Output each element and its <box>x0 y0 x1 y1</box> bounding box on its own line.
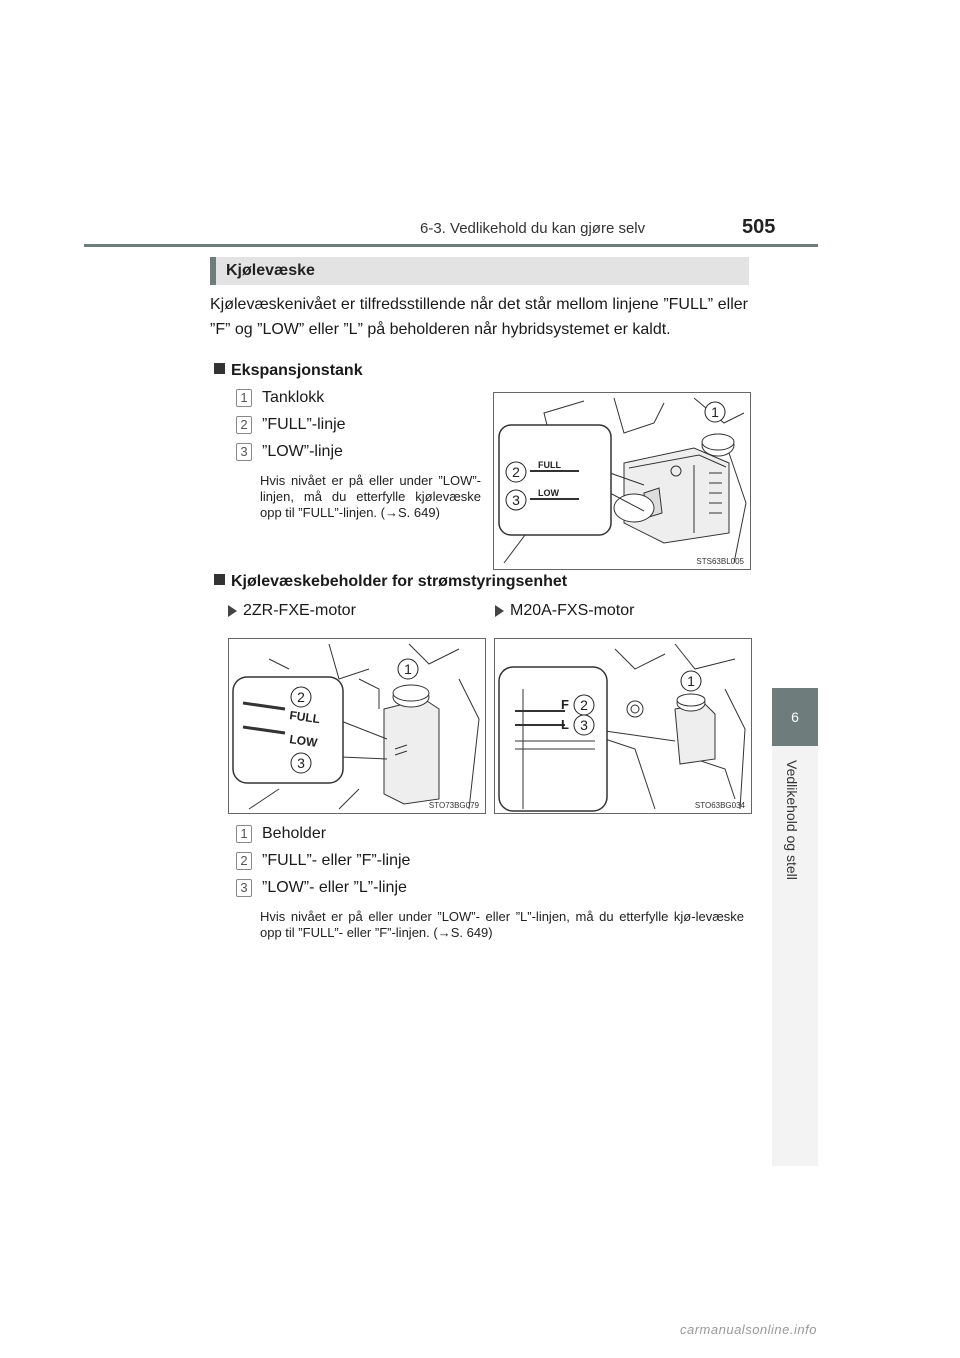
figure-code: STO63BG034 <box>694 801 745 810</box>
callout-number: 3 <box>236 443 252 461</box>
figure-code: STO73BG079 <box>428 801 479 810</box>
expansion-tank-figure <box>493 392 751 570</box>
reservoir-heading <box>214 573 567 591</box>
bullet-square-icon <box>214 574 225 585</box>
chapter-number: 6 <box>791 709 799 725</box>
list-item-label: ”FULL”- eller ”F”-linje <box>262 851 411 869</box>
page-number: 505 <box>742 216 776 238</box>
callout-number: 1 <box>236 825 252 843</box>
engine-a-label-text: 2ZR-FXE-motor <box>243 602 356 619</box>
header-title: 6-3. Vedlikehold du kan gjøre selv <box>420 220 646 237</box>
engine-b-label <box>495 602 634 620</box>
callout-number: 1 <box>236 389 252 407</box>
list-item <box>236 820 750 847</box>
reservoir-heading-text: Kjølevæskebeholder for strømstyringsenhet <box>231 573 568 590</box>
marker-1: 1 <box>687 673 695 689</box>
list-item <box>236 438 481 465</box>
section-title: Kjølevæske <box>226 262 315 279</box>
list-item <box>236 874 750 901</box>
full-mark-text: FULL <box>288 708 321 727</box>
chapter-tab <box>772 688 818 746</box>
list-item <box>236 384 481 411</box>
low-mark-text: LOW <box>538 488 559 498</box>
marker-2: 2 <box>580 697 588 713</box>
list-item-label: ”LOW”-linje <box>262 442 343 460</box>
section-header <box>210 257 749 285</box>
marker-3: 3 <box>297 755 305 771</box>
expansion-tank-list <box>236 384 481 521</box>
header-rule <box>84 244 818 247</box>
marker-2: 2 <box>297 689 305 705</box>
reservoir-note: Hvis nivået er på eller under ”LOW”- eller ”L”-linjen, må du etterfylle kjø-levæske opp til ”FULL”- eller ”F”-linjen. (→S. 649) <box>260 909 744 940</box>
chapter-label: Vedlikehold og stell <box>784 760 800 880</box>
marker-2: 2 <box>512 464 520 480</box>
intro-paragraph: Kjølevæskenivået er tilfredsstillende når det står mellom linjene ”FULL” eller ”F” og ”LOW” eller ”L” på beholderen når hybridsystemet er kaldt. <box>210 296 748 338</box>
list-item-label: Tanklokk <box>262 388 325 406</box>
callout-number: 2 <box>236 416 252 434</box>
engine-b-label-text: M20A-FXS-motor <box>510 602 635 619</box>
engine-a-label <box>228 602 356 620</box>
marker-3: 3 <box>580 717 588 733</box>
list-item <box>236 847 750 874</box>
expansion-tank-heading-text: Ekspansjonstank <box>231 362 363 379</box>
list-item <box>236 411 481 438</box>
engine-b-illustration <box>495 639 751 813</box>
expansion-tank-note: Hvis nivået er på eller under ”LOW”-linjen, må du etterfylle kjølevæske opp til ”FULL”-linjen. (→S. 649) <box>260 473 481 520</box>
expansion-tank-heading <box>214 362 363 380</box>
callout-number: 2 <box>236 852 252 870</box>
bullet-square-icon <box>214 363 225 374</box>
full-mark-text: FULL <box>538 460 561 470</box>
figure-code: STS63BL005 <box>696 557 744 566</box>
marker-1: 1 <box>404 661 412 677</box>
triangle-bullet-icon <box>228 605 237 617</box>
reservoir-list <box>236 820 750 941</box>
list-item-label: ”LOW”- eller ”L”-linje <box>262 878 407 896</box>
marker-3: 3 <box>512 492 520 508</box>
marker-1: 1 <box>711 404 719 420</box>
footer-logo: carmanualsonline.info <box>680 1322 817 1337</box>
low-mark-text: L <box>561 717 569 732</box>
engine-a-figure <box>228 638 486 814</box>
full-mark-text: F <box>561 697 569 712</box>
engine-b-figure <box>494 638 752 814</box>
callout-number: 3 <box>236 879 252 897</box>
triangle-bullet-icon <box>495 605 504 617</box>
low-mark-text: LOW <box>288 732 319 750</box>
list-item-label: Beholder <box>262 824 327 842</box>
engine-a-illustration <box>229 639 485 813</box>
list-item-label: ”FULL”-linje <box>262 415 346 433</box>
expansion-tank-illustration <box>494 393 750 569</box>
